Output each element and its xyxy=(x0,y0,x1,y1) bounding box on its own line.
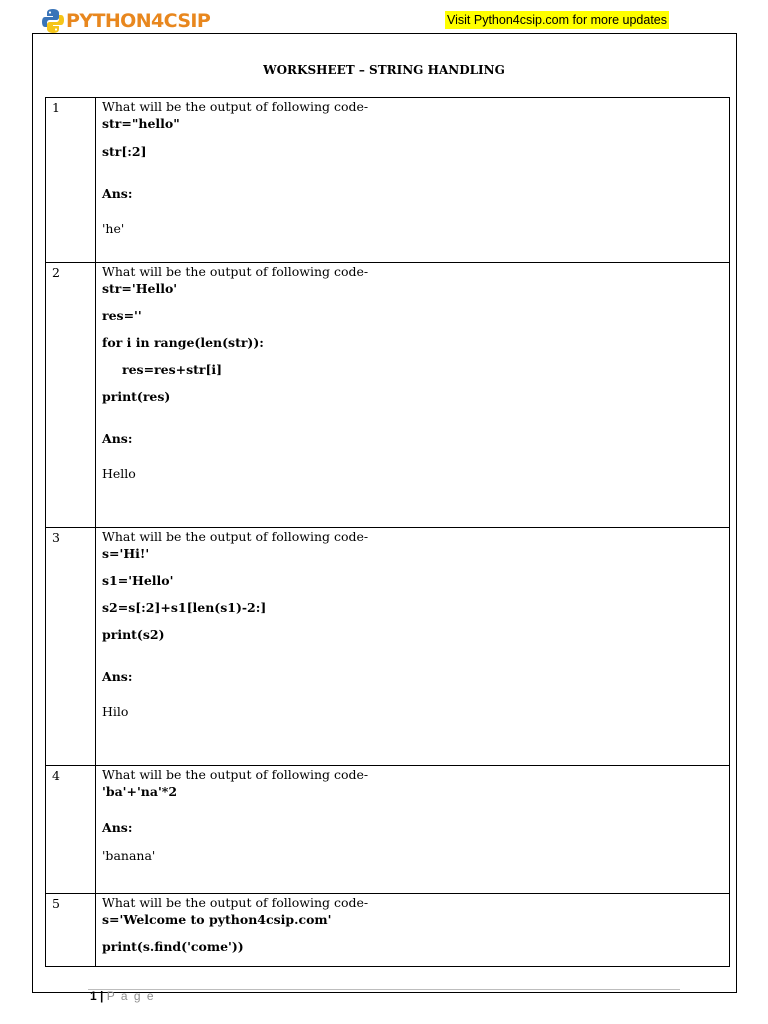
code-line: res='' xyxy=(102,308,142,323)
question-number: 3 xyxy=(46,528,96,766)
question-number: 1 xyxy=(46,98,96,263)
question-body xyxy=(96,894,730,967)
python4csip-logo xyxy=(42,6,210,36)
question-body xyxy=(96,528,730,766)
question-prompt: What will be the output of following code- xyxy=(102,99,369,114)
code-line: print(s.find('come')) xyxy=(102,939,244,954)
page-label: P a g e xyxy=(106,989,156,1003)
question-prompt: What will be the output of following code- xyxy=(102,529,369,544)
code-line: str="hello" xyxy=(102,116,180,131)
python-snake-icon xyxy=(42,8,64,34)
code-line: s1='Hello' xyxy=(102,573,174,588)
answer-text: 'he' xyxy=(102,221,125,236)
question-table xyxy=(45,97,730,967)
page-separator: | xyxy=(100,989,104,1003)
answer-label: Ans: xyxy=(102,186,133,201)
question-prompt: What will be the output of following code- xyxy=(102,767,369,782)
code-line: str='Hello' xyxy=(102,281,178,296)
answer-text: 'banana' xyxy=(102,848,156,863)
answer-label: Ans: xyxy=(102,820,133,835)
question-number: 4 xyxy=(46,766,96,894)
question-number: 5 xyxy=(46,894,96,967)
logo-wordmark: PYTHON4CSIP xyxy=(66,10,211,32)
code-line: print(res) xyxy=(102,389,171,404)
question-body xyxy=(96,263,730,528)
question-prompt: What will be the output of following code- xyxy=(102,895,369,910)
code-line: str[:2] xyxy=(102,144,147,159)
question-body xyxy=(96,98,730,263)
page-footer xyxy=(90,989,155,1003)
code-line: res=res+str[i] xyxy=(122,362,223,377)
code-line: for i in range(len(str)): xyxy=(102,335,264,350)
answer-text: Hilo xyxy=(102,704,129,719)
question-row-5 xyxy=(46,894,730,967)
question-row-1 xyxy=(46,98,730,263)
code-line: print(s2) xyxy=(102,627,165,642)
promo-banner[interactable]: Visit Python4csip.com for more updates xyxy=(447,13,668,27)
footer-divider xyxy=(88,989,680,990)
code-line: s='Hi!' xyxy=(102,546,150,561)
code-line: s='Welcome to python4csip.com' xyxy=(102,912,332,927)
question-number: 2 xyxy=(46,263,96,528)
answer-text: Hello xyxy=(102,466,136,481)
question-row-3 xyxy=(46,528,730,766)
question-row-2 xyxy=(46,263,730,528)
question-body xyxy=(96,766,730,894)
answer-label: Ans: xyxy=(102,669,133,684)
worksheet-title: WORKSHEET – STRING HANDLING xyxy=(263,63,505,77)
code-line: 'ba'+'na'*2 xyxy=(102,784,178,799)
page-number: 1 xyxy=(90,989,97,1003)
code-line: s2=s[:2]+s1[len(s1)-2:] xyxy=(102,600,267,615)
answer-label: Ans: xyxy=(102,431,133,446)
question-prompt: What will be the output of following code- xyxy=(102,264,369,279)
question-row-4 xyxy=(46,766,730,894)
